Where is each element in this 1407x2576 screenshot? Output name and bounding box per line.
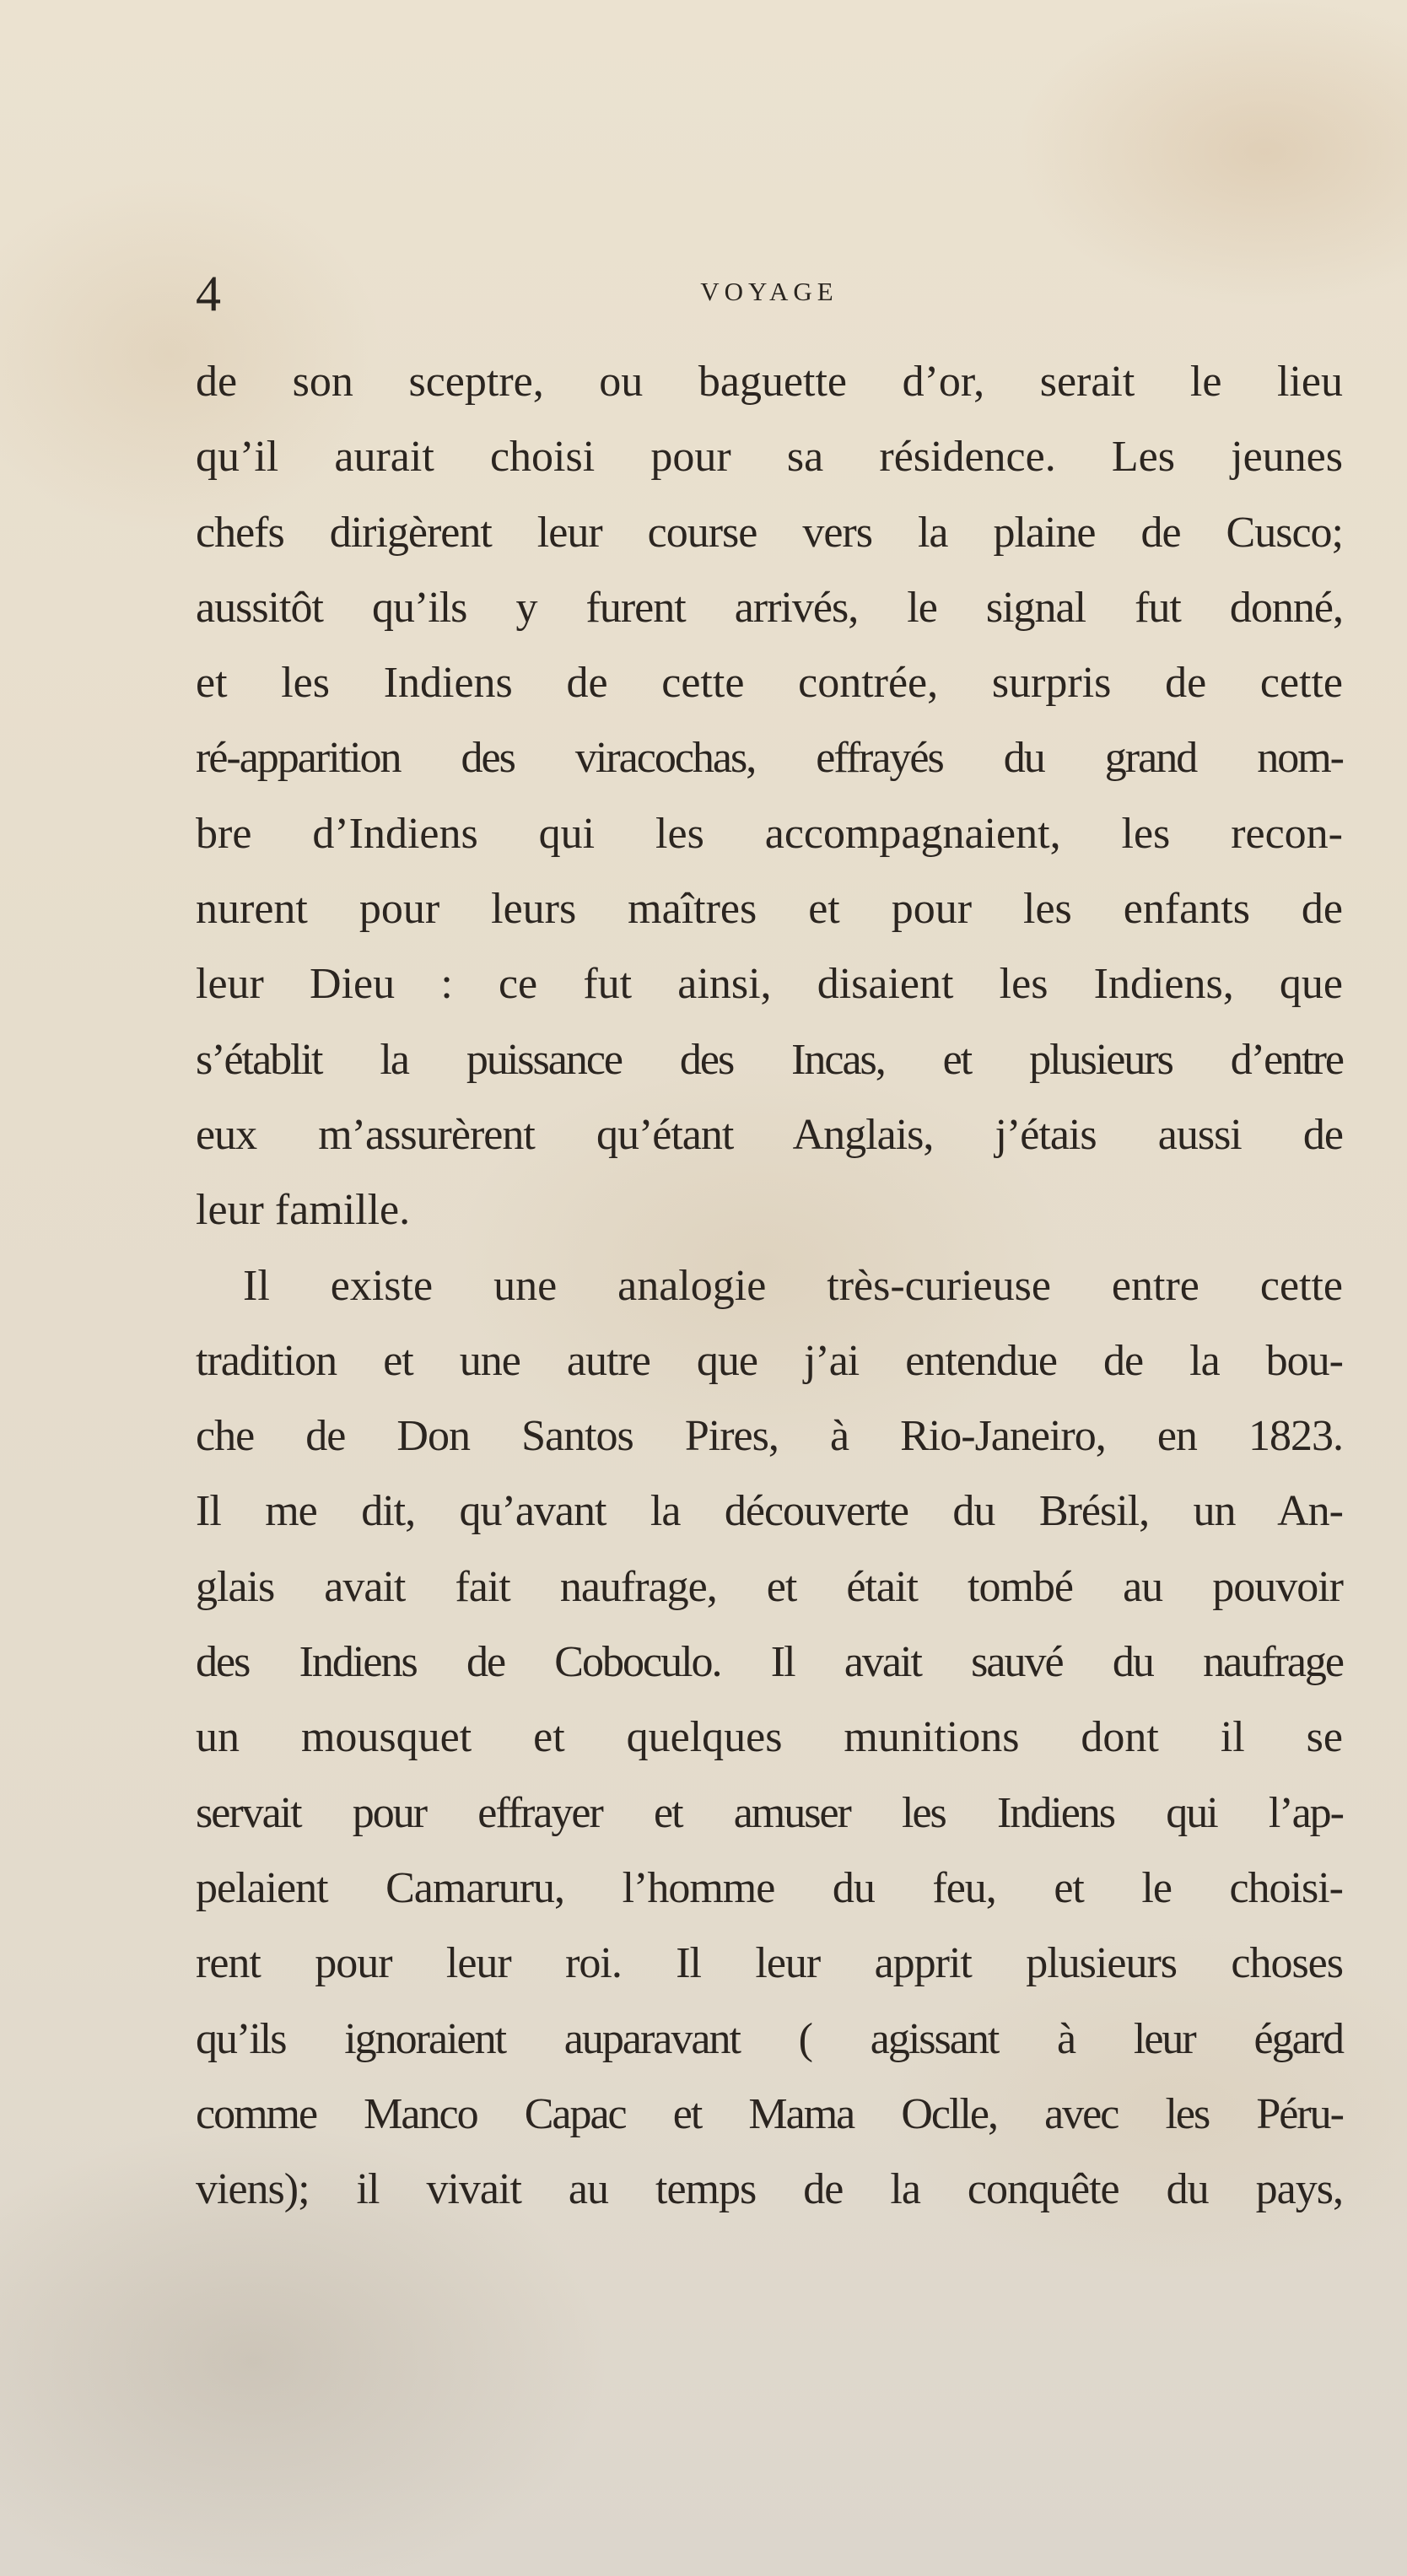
page-number: 4 — [196, 266, 221, 321]
page-header — [196, 268, 1343, 319]
text-line: comme Manco Capac et Mama Oclle, avec les Péru- — [196, 2089, 1343, 2138]
running-head: VOYAGE — [700, 277, 838, 306]
text-line: leur Dieu : ce fut ainsi, disaient les Indiens, que — [196, 960, 1343, 1009]
text-line: s’établit la puissance des Incas, et plusieurs d’entre — [196, 1035, 1343, 1084]
text-line: un mousquet et quelques munitions dont il se — [196, 1713, 1343, 1762]
text-line: che de Don Santos Pires, à Rio-Janeiro, en 1823. — [196, 1412, 1343, 1461]
text-line: rent pour leur roi. Il leur apprit plusieurs choses — [196, 1939, 1343, 1988]
text-line: nurent pour leurs maîtres et pour les enfants de — [196, 885, 1343, 934]
text-line: chefs dirigèrent leur course vers la plaine de Cusco; — [196, 508, 1343, 557]
text-line: bre d’Indiens qui les accompagnaient, les recon- — [196, 809, 1343, 858]
text-line: de son sceptre, ou baguette d’or, serait le lieu — [196, 358, 1343, 406]
text-line: leur famille. — [196, 1186, 411, 1235]
text-line: eux m’assurèrent qu’étant Anglais, j’étais aussi de — [196, 1110, 1343, 1159]
text-line: viens); il vivait au temps de la conquête du pays, — [196, 2165, 1343, 2214]
text-line: aussitôt qu’ils y furent arrivés, le signal fut donné, — [196, 583, 1343, 632]
text-line: ré-apparition des viracochas, effrayés du grand nom- — [196, 734, 1343, 783]
text-line: tradition et une autre que j’ai entendue de la bou- — [196, 1336, 1343, 1385]
text-line: servait pour effrayer et amuser les Indiens qui l’ap- — [196, 1788, 1343, 1837]
text-line: des Indiens de Coboculo. Il avait sauvé du naufrage — [196, 1638, 1343, 1687]
text-line: et les Indiens de cette contrée, surpris de cette — [196, 659, 1343, 708]
text-line: Il me dit, qu’avant la découverte du Brésil, un An- — [196, 1487, 1343, 1536]
paragraph-start-line: Il existe une analogie très-curieuse entre cette — [243, 1261, 1343, 1310]
text-line: glais avait fait naufrage, et était tombé au pouvoir — [196, 1562, 1343, 1611]
text-line: qu’ils ignoraient auparavant ( agissant à leur égard — [196, 2014, 1343, 2063]
body-text — [196, 344, 1343, 2227]
text-line: qu’il aurait choisi pour sa résidence. Les jeunes — [196, 433, 1343, 482]
text-line: pelaient Camaruru, l’homme du feu, et le choisi- — [196, 1863, 1343, 1912]
